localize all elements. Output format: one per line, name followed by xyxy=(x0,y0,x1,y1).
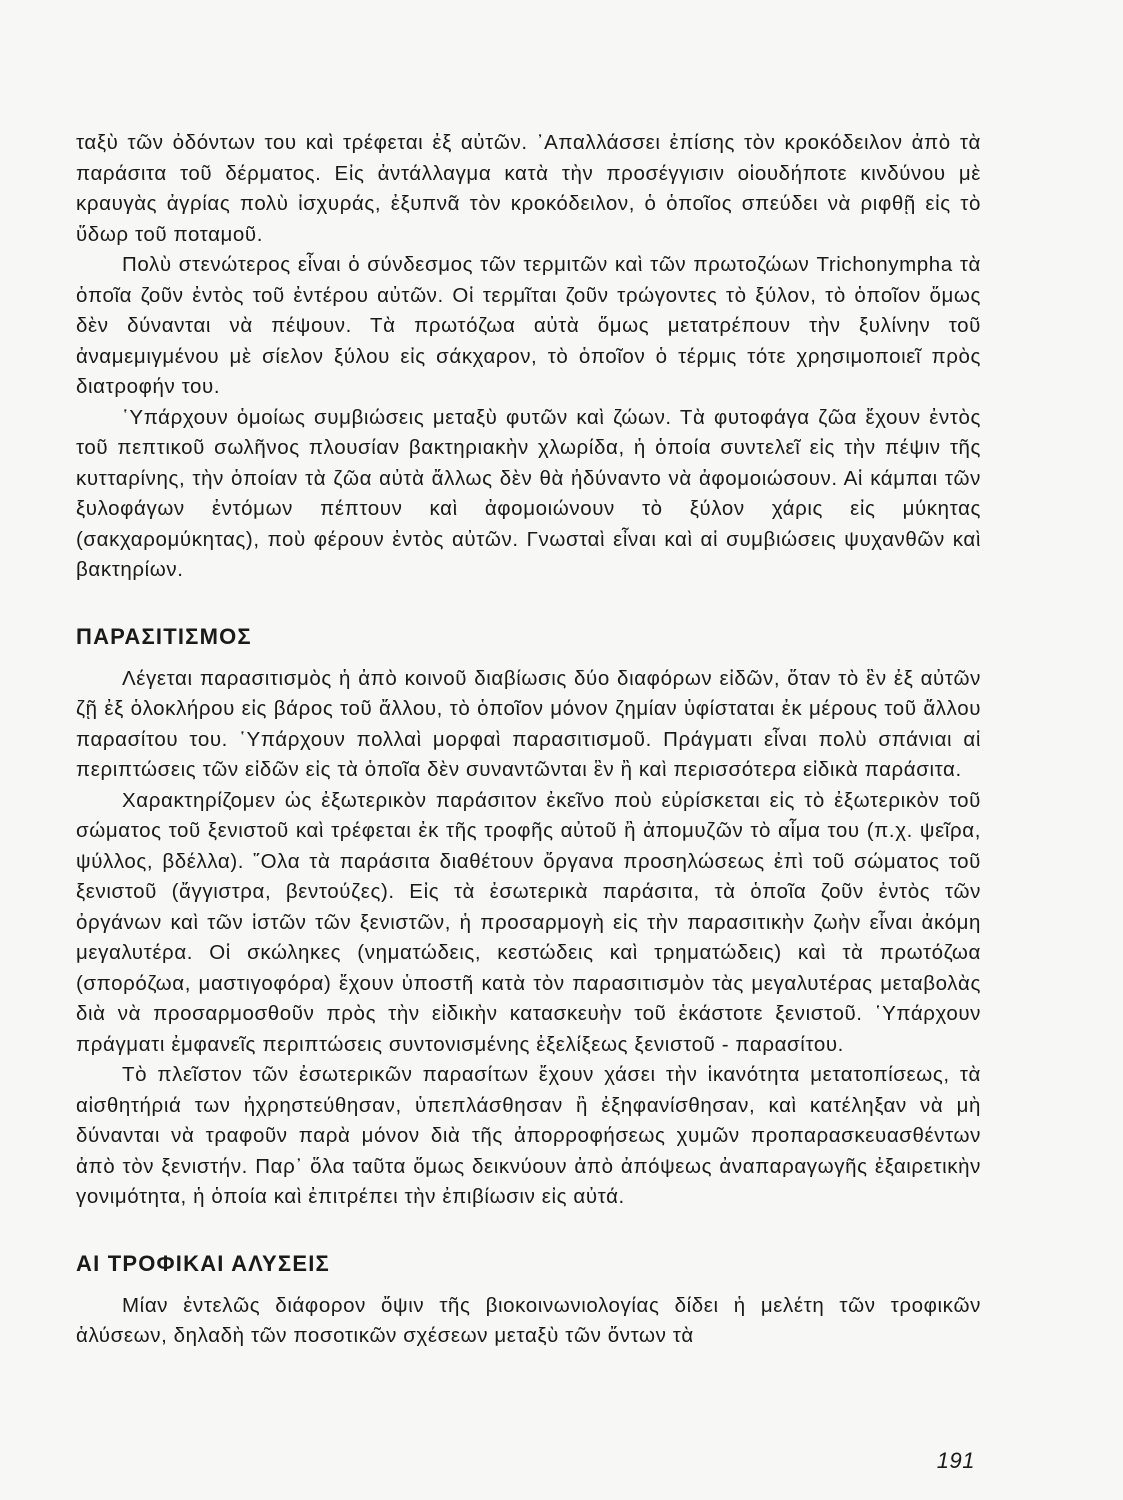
paragraph-symbiosis-crocodile: ταξὺ τῶν ὀδόντων του καὶ τρέφεται ἐξ αὐτῶν. ᾿Απαλλάσσει ἐπίσης τὸν κροκόδειλον ἀπὸ τὰ παράσιτα τοῦ δέρματος. Εἰς ἀντάλλαγμα κατὰ τὴν προσέγγισιν οἱουδήποτε κινδύνου μὲ κραυγὰς ἀγρίας πολὺ ἰσχυράς, ἐξυπνᾶ τὸν κροκόδειλον, ὁ ὁποῖος σπεύδει νὰ ριφθῇ εἰς τὸ ὕδωρ τοῦ ποταμοῦ. xyxy=(76,131,981,246)
section-heading-food-chains: ΑΙ ΤΡΟΦΙΚΑΙ ΑΛΥΣΕΙΣ xyxy=(76,1250,330,1276)
paragraph-parasitism-definition: Λέγεται παρασιτισμὸς ἡ ἀπὸ κοινοῦ διαβίωσις δύο διαφόρων εἰδῶν, ὅταν τὸ ἓν ἐξ αὐτῶν ζῇ ἐξ ὁλοκλήρου εἰς βάρος τοῦ ἄλλου, τὸ ὁποῖον μόνον ζημίαν ὑφίσταται ἐκ μέρους τοῦ ἄλλου παρασίτου του. ῾Υπάρχουν πολλαὶ μορφαὶ παρασιτισμοῦ. Πράγματι εἶναι πολὺ σπάνιαι αἱ περιπτώσεις τῶν εἰδῶν εἰς τὰ ὁποῖα δὲν συναντῶνται ἓν ἢ καὶ περισσότερα εἰδικὰ παράσιτα. xyxy=(76,666,981,781)
paragraph-external-parasites: Χαρακτηρίζομεν ὡς ἐξωτερικὸν παράσιτον ἐκεῖνο ποὺ εὑρίσκεται εἰς τὸ ἐξωτερικὸν τοῦ σώματος τοῦ ξενιστοῦ καὶ τρέφεται ἐκ τῆς τροφῆς αὐτοῦ ἢ ἀπομυζῶν τὸ αἷμα του (π.χ. ψεῖρα, ψύλλος, βδέλλα). ῞Ολα τὰ παράσιτα διαθέτουν ὄργανα προσηλώσεως ἐπὶ τοῦ σώματος τοῦ ξενιστοῦ (ἄγγιστρα, βεντούζες). Εἰς τὰ ἐσωτερικὰ παράσιτα, τὰ ὁποῖα ζοῦν ἐντὸς τῶν ὀργάνων καὶ τῶν ἱστῶν τῶν ξενιστῶν, ἡ προσαρμογὴ εἰς τὴν παρασιτικὴν ζωὴν εἶναι ἀκόμη μεγαλυτέρα. Οἱ σκώληκες (νηματώδεις, κεστώδεις καὶ τρηματώδεις) καὶ τὰ πρωτόζωα (σπορόζωα, μαστιγοφόρα) ἔχουν ὑποστῆ κατὰ τὸν παρασιτισμὸν τὰς μεγαλυτέρας μεταβολὰς διὰ νὰ προσαρμοσθοῦν πρὸς τὴν εἰδικὴν κατασκευὴν τοῦ ἑκάστοτε ξενιστοῦ. ῾Υπάρχουν πράγματι ἐμφανεῖς περιπτώσεις συντονισμένης ἐξελίξεως ξενιστοῦ - παρασίτου. xyxy=(76,788,981,1056)
section-heading-parasitism: ΠΑΡΑΣΙΤΙΣΜΟΣ xyxy=(76,623,252,649)
paragraph-internal-parasites: Τὸ πλεῖστον τῶν ἐσωτερικῶν παρασίτων ἔχουν χάσει τὴν ἱκανότητα μετατοπίσεως, τὰ αἰσθητήριά των ἠχρηστεύθησαν, ὑπεπλάσθησαν ἢ ἐξηφανίσθησαν, καὶ κατέληξαν νὰ μὴ δύνανται νὰ τραφοῦν παρὰ μόνον διὰ τῆς ἀπορροφήσεως χυμῶν προπαρασκευασθέντων ἀπὸ τὸν ξενιστήν. Παρ᾿ ὅλα ταῦτα ὅμως δεικνύουν ἀπὸ ἀπόψεως ἀναπαραγωγῆς ἐξαιρετικὴν γονιμότητα, ἡ ὁποία καὶ ἐπιτρέπει τὴν ἐπιβίωσιν εἰς αὐτά. xyxy=(76,1063,981,1208)
page-number: 191 xyxy=(936,1448,975,1473)
page-body xyxy=(76,128,981,1352)
paragraph-food-chains-intro: Μίαν ἐντελῶς διάφορον ὄψιν τῆς βιοκοινωνιολογίας δίδει ἡ μελέτη τῶν τροφικῶν ἁλύσεων, δηλαδὴ τῶν ποσοτικῶν σχέσεων μεταξὺ τῶν ὄντων τὰ xyxy=(76,1293,981,1347)
paragraph-termites: Πολὺ στενώτερος εἶναι ὁ σύνδεσμος τῶν τερμιτῶν καὶ τῶν πρωτοζώων Trichonympha τὰ ὁποῖα ζοῦν ἐντὸς τοῦ ἐντέρου αὐτῶν. Οἱ τερμῖται ζοῦν τρώγοντες τὸ ξύλον, τὸ ὁποῖον ὅμως δὲν δύνανται νὰ πέψουν. Τὰ πρωτόζωα αὐτὰ ὅμως μετατρέπουν τὴν ξυλίνην τοῦ ἀναμεμιγμένου μὲ σίελον ξύλου εἰς σάκχαρον, τὸ ὁποῖον ὁ τέρμις τότε χρησιμοποιεῖ πρὸς διατροφήν του. xyxy=(76,253,981,398)
paragraph-plant-animal-symbiosis: ῾Υπάρχουν ὁμοίως συμβιώσεις μεταξὺ φυτῶν καὶ ζώων. Τὰ φυτοφάγα ζῶα ἔχουν ἐντὸς τοῦ πεπτικοῦ σωλῆνος πλουσίαν βακτηριακὴν χλωρίδα, ἡ ὁποία συντελεῖ εἰς τὴν πέψιν τῆς κυτταρίνης, τὴν ὁποίαν τὰ ζῶα αὐτὰ ἄλλως δὲν θὰ ἠδύναντο νὰ ἀφομοιώσουν. Αἱ κάμπαι τῶν ξυλοφάγων ἐντόμων πέπτουν καὶ ἀφομοιώνουν τὸ ξύλον χάρις εἰς μύκητας (σακχαρομύκητας), ποὺ φέρουν ἐντὸς αὐτῶν. Γνωσταὶ εἶναι καὶ αἱ συμβιώσεις ψυχανθῶν καὶ βακτηρίων. xyxy=(76,405,981,581)
